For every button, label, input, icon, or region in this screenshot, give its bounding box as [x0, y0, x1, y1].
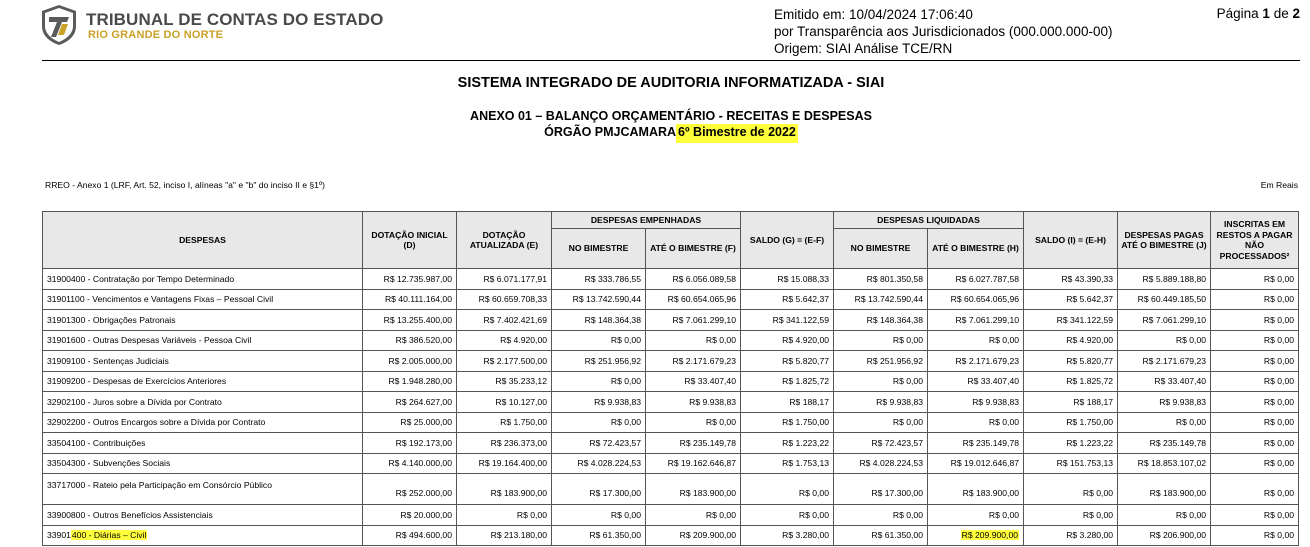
cell-value: R$ 5.820,77: [1024, 351, 1118, 372]
cell-value: R$ 19.164.400,00: [457, 453, 552, 474]
org-state: RIO GRANDE DO NORTE: [88, 29, 224, 41]
cell-despesa: 33900800 - Outros Benefícios Assistenciais: [43, 505, 363, 526]
cell-value: R$ 0,00: [646, 505, 741, 526]
cell-value: R$ 0,00: [1211, 412, 1299, 433]
cell-value: R$ 5.820,77: [741, 351, 834, 372]
col-header-saldo-g: SALDO (G) = (E-F): [741, 212, 834, 269]
orgao-title: [0, 125, 1310, 139]
annex-title: ANEXO 01 – BALANÇO ORÇAMENTÁRIO - RECEITAS E DESPESAS: [470, 109, 872, 123]
cell-despesa: 31901300 - Obrigações Patronais: [43, 310, 363, 331]
cell-despesa-highlight: 400 - Diárias – Civil: [71, 530, 147, 541]
page-total: 2: [1292, 6, 1300, 21]
cell-despesa: 32902200 - Outros Encargos sobre a Dívida por Contrato: [43, 412, 363, 433]
cell-value: R$ 0,00: [1211, 351, 1299, 372]
cell-value: R$ 33.407,40: [928, 371, 1024, 392]
cell-value: R$ 60.654.065,96: [646, 289, 741, 310]
col-group-liquidadas: DESPESAS LIQUIDADAS: [834, 212, 1024, 229]
page-of: de: [1273, 6, 1289, 21]
cell-value: R$ 0,00: [457, 505, 552, 526]
cell-value: R$ 1.223,22: [741, 433, 834, 454]
cell-value: R$ 0,00: [1211, 269, 1299, 290]
cell-value: R$ 9.938,83: [928, 392, 1024, 413]
header-divider: [42, 60, 1300, 61]
cell-value: R$ 9.938,83: [552, 392, 646, 413]
cell-value: R$ 1.825,72: [741, 371, 834, 392]
cell-value: R$ 13.742.590,44: [834, 289, 928, 310]
cell-value: R$ 0,00: [1211, 525, 1299, 546]
cell-value: R$ 1.750,00: [457, 412, 552, 433]
table-row: [43, 289, 1299, 310]
cell-value: R$ 333.786,55: [552, 269, 646, 290]
cell-value: R$ 33.407,40: [1118, 371, 1211, 392]
cell-despesa: 33504300 - Subvenções Sociais: [43, 453, 363, 474]
cell-value: R$ 1.948.280,00: [363, 371, 457, 392]
cell-value: R$ 4.920,00: [1024, 330, 1118, 351]
cell-value: R$ 251.956,92: [834, 351, 928, 372]
table-header-row: [43, 212, 1299, 229]
cell-value: R$ 10.127,00: [457, 392, 552, 413]
cell-value: R$ 0,00: [552, 412, 646, 433]
table-row: [43, 269, 1299, 290]
cell-value: R$ 5.889.188,80: [1118, 269, 1211, 290]
cell-value: R$ 7.061.299,10: [1118, 310, 1211, 331]
page-current: 1: [1262, 6, 1270, 21]
cell-value: R$ 7.061.299,10: [646, 310, 741, 331]
units-note: Em Reais: [1260, 180, 1298, 190]
budget-table: [42, 211, 1299, 546]
cell-value: R$ 7.061.299,10: [928, 310, 1024, 331]
cell-value: R$ 4.920,00: [457, 330, 552, 351]
cell-value: R$ 209.900,00: [646, 525, 741, 546]
page-label: Página: [1216, 6, 1259, 21]
cell-value: R$ 235.149,78: [646, 433, 741, 454]
cell-value: R$ 0,00: [646, 330, 741, 351]
cell-value: R$ 35.233,12: [457, 371, 552, 392]
cell-despesa: 31909100 - Sentenças Judiciais: [43, 351, 363, 372]
cell-value: R$ 0,00: [741, 474, 834, 505]
cell-value: R$ 1.825,72: [1024, 371, 1118, 392]
cell-value: R$ 251.956,92: [552, 351, 646, 372]
cell-value: R$ 13.255.400,00: [363, 310, 457, 331]
col-header-emp-no-bimestre: NO BIMESTRE: [552, 229, 646, 269]
cell-value: R$ 341.122,59: [1024, 310, 1118, 331]
report-meta: [774, 6, 1112, 57]
cell-value: R$ 61.350,00: [552, 525, 646, 546]
cell-value: R$ 1.753,13: [741, 453, 834, 474]
cell-value: R$ 0,00: [1211, 392, 1299, 413]
col-header-liq-ate-bimestre: ATÉ O BIMESTRE (H): [928, 229, 1024, 269]
cell-value: R$ 235.149,78: [1118, 433, 1211, 454]
table-row: [43, 330, 1299, 351]
org-name: TRIBUNAL DE CONTAS DO ESTADO: [86, 10, 384, 29]
period-highlight: 6º Bimestre de 2022: [676, 124, 798, 143]
cell-value: R$ 19.012.646,87: [928, 453, 1024, 474]
cell-value: R$ 0,00: [1024, 505, 1118, 526]
orgao-name: ÓRGÃO PMJCAMARA: [544, 125, 677, 139]
emitted-date: Emitido em: 10/04/2024 17:06:40: [774, 7, 973, 22]
table-row: [43, 310, 1299, 331]
cell-value: R$ 2.171.679,23: [646, 351, 741, 372]
cell-value: R$ 1.223,22: [1024, 433, 1118, 454]
cell-value: R$ 213.180,00: [457, 525, 552, 546]
cell-value: R$ 4.140.000,00: [363, 453, 457, 474]
report-origin: Origem: SIAI Análise TCE/RN: [774, 41, 953, 56]
cell-value: R$ 18.853.107,02: [1118, 453, 1211, 474]
cell-value: R$ 0,00: [1211, 453, 1299, 474]
cell-value: R$ 2.177.500,00: [457, 351, 552, 372]
cell-value: R$ 2.171.679,23: [928, 351, 1024, 372]
cell-value: R$ 4.920,00: [741, 330, 834, 351]
cell-value: R$ 386.520,00: [363, 330, 457, 351]
cell-value: R$ 33.407,40: [646, 371, 741, 392]
cell-value: [928, 525, 1024, 546]
cell-value: R$ 5.642,37: [1024, 289, 1118, 310]
table-row: [43, 453, 1299, 474]
rreo-note: RREO - Anexo 1 (LRF, Art. 52, inciso I, alíneas "a" e "b" do inciso II e §1º): [45, 180, 325, 190]
cell-value: R$ 183.900,00: [928, 474, 1024, 505]
table-row: [43, 371, 1299, 392]
cell-value: R$ 6.027.787,58: [928, 269, 1024, 290]
cell-despesa: 33717000 - Rateio pela Participação em Consórcio Público: [43, 474, 363, 505]
table-row: [43, 351, 1299, 372]
cell-value: R$ 3.280,00: [741, 525, 834, 546]
table-row: [43, 505, 1299, 526]
cell-despesa: 32902100 - Juros sobre a Dívida por Contrato: [43, 392, 363, 413]
cell-value: R$ 0,00: [1024, 474, 1118, 505]
cell-value: R$ 12.735.987,00: [363, 269, 457, 290]
col-header-dotacao-inicial: DOTAÇÃO INICIAL (D): [363, 212, 457, 269]
cell-value: R$ 0,00: [1118, 330, 1211, 351]
cell-value: R$ 0,00: [646, 412, 741, 433]
cell-value: R$ 183.900,00: [457, 474, 552, 505]
cell-value: R$ 183.900,00: [646, 474, 741, 505]
cell-value: R$ 13.742.590,44: [552, 289, 646, 310]
cell-value: R$ 0,00: [1211, 505, 1299, 526]
cell-value: R$ 151.753,13: [1024, 453, 1118, 474]
col-header-emp-ate-bimestre: ATÉ O BIMESTRE (F): [646, 229, 741, 269]
col-header-liq-no-bimestre: NO BIMESTRE: [834, 229, 928, 269]
cell-value: R$ 0,00: [1118, 412, 1211, 433]
tce-logo: [40, 4, 78, 46]
cell-despesa: 33504100 - Contribuições: [43, 433, 363, 454]
col-group-empenhadas: DESPESAS EMPENHADAS: [552, 212, 741, 229]
cell-despesa: 31901100 - Vencimentos e Vantagens Fixas – Pessoal Civil: [43, 289, 363, 310]
col-header-dotacao-atualizada: DOTAÇÃO ATUALIZADA (E): [457, 212, 552, 269]
cell-value: R$ 60.659.708,33: [457, 289, 552, 310]
table-row: [43, 474, 1299, 505]
cell-value: R$ 40.111.164,00: [363, 289, 457, 310]
cell-value: R$ 192.173,00: [363, 433, 457, 454]
cell-value: R$ 3.280,00: [1024, 525, 1118, 546]
page-number: [1217, 6, 1300, 21]
cell-value: R$ 19.162.646,87: [646, 453, 741, 474]
cell-value: R$ 43.390,33: [1024, 269, 1118, 290]
cell-value: R$ 17.300,00: [834, 474, 928, 505]
cell-despesa: [43, 525, 363, 546]
cell-value: R$ 148.364,38: [552, 310, 646, 331]
cell-value: R$ 494.600,00: [363, 525, 457, 546]
cell-value: R$ 0,00: [928, 412, 1024, 433]
table-row: [43, 525, 1299, 546]
cell-value: R$ 0,00: [1211, 310, 1299, 331]
cell-despesa: 31909200 - Despesas de Exercícios Anteriores: [43, 371, 363, 392]
cell-value: R$ 9.938,83: [1118, 392, 1211, 413]
cell-value: R$ 5.642,37: [741, 289, 834, 310]
cell-value: R$ 801.350,58: [834, 269, 928, 290]
cell-value: R$ 341.122,59: [741, 310, 834, 331]
cell-value: R$ 148.364,38: [834, 310, 928, 331]
cell-value: R$ 0,00: [1211, 371, 1299, 392]
cell-value: R$ 4.028.224,53: [834, 453, 928, 474]
cell-value: R$ 2.171.679,23: [1118, 351, 1211, 372]
cell-value: R$ 0,00: [928, 330, 1024, 351]
cell-value: R$ 0,00: [928, 505, 1024, 526]
cell-value: R$ 188,17: [1024, 392, 1118, 413]
cell-despesa: 31900400 - Contratação por Tempo Determinado: [43, 269, 363, 290]
cell-value: R$ 0,00: [834, 505, 928, 526]
cell-value: R$ 236.373,00: [457, 433, 552, 454]
col-header-despesas: DESPESAS: [43, 212, 363, 269]
cell-value: R$ 0,00: [834, 330, 928, 351]
cell-value: R$ 6.056.089,58: [646, 269, 741, 290]
cell-despesa-code: 33901: [47, 530, 71, 541]
cell-value: R$ 0,00: [1211, 330, 1299, 351]
system-title: SISTEMA INTEGRADO DE AUDITORIA INFORMATIZADA - SIAI: [457, 75, 885, 91]
cell-value: R$ 0,00: [552, 505, 646, 526]
cell-value: R$ 1.750,00: [1024, 412, 1118, 433]
cell-value: R$ 0,00: [741, 505, 834, 526]
cell-value: R$ 60.654.065,96: [928, 289, 1024, 310]
cell-value: R$ 25.000,00: [363, 412, 457, 433]
cell-value: R$ 206.900,00: [1118, 525, 1211, 546]
cell-value: R$ 6.071.177,91: [457, 269, 552, 290]
cell-value: R$ 252.000,00: [363, 474, 457, 505]
table-row: [43, 433, 1299, 454]
cell-despesa: 31901600 - Outras Despesas Variáveis - Pessoa Civil: [43, 330, 363, 351]
cell-value: R$ 264.627,00: [363, 392, 457, 413]
cell-value: R$ 4.028.224,53: [552, 453, 646, 474]
cell-value: R$ 1.750,00: [741, 412, 834, 433]
cell-value: R$ 2.005.000,00: [363, 351, 457, 372]
cell-value: R$ 188,17: [741, 392, 834, 413]
col-header-restos: INSCRITAS EM RESTOS A PAGAR NÃO PROCESSADOS²: [1211, 212, 1299, 269]
table-row: [43, 392, 1299, 413]
col-header-saldo-i: SALDO (I) = (E-H): [1024, 212, 1118, 269]
cell-value: R$ 9.938,83: [834, 392, 928, 413]
highlighted-value: R$ 209.900,00: [961, 530, 1019, 541]
col-header-pagas: DESPESAS PAGAS ATÉ O BIMESTRE (J): [1118, 212, 1211, 269]
cell-value: R$ 72.423,57: [552, 433, 646, 454]
emitted-by: por Transparência aos Jurisdicionados (000.000.000-00): [774, 24, 1113, 39]
cell-value: R$ 20.000,00: [363, 505, 457, 526]
cell-value: R$ 72.423,57: [834, 433, 928, 454]
cell-value: R$ 61.350,00: [834, 525, 928, 546]
cell-value: R$ 0,00: [552, 330, 646, 351]
cell-value: R$ 0,00: [1211, 474, 1299, 505]
cell-value: R$ 0,00: [1211, 433, 1299, 454]
cell-value: R$ 9.938,83: [646, 392, 741, 413]
cell-value: R$ 0,00: [834, 371, 928, 392]
cell-value: R$ 60.449.185,50: [1118, 289, 1211, 310]
cell-value: R$ 15.088,33: [741, 269, 834, 290]
cell-value: R$ 235.149,78: [928, 433, 1024, 454]
cell-value: R$ 183.900,00: [1118, 474, 1211, 505]
cell-value: R$ 0,00: [1118, 505, 1211, 526]
cell-value: R$ 0,00: [1211, 289, 1299, 310]
cell-value: R$ 17.300,00: [552, 474, 646, 505]
cell-value: R$ 0,00: [552, 371, 646, 392]
cell-value: R$ 7.402.421,69: [457, 310, 552, 331]
cell-value: R$ 0,00: [834, 412, 928, 433]
table-row: [43, 412, 1299, 433]
